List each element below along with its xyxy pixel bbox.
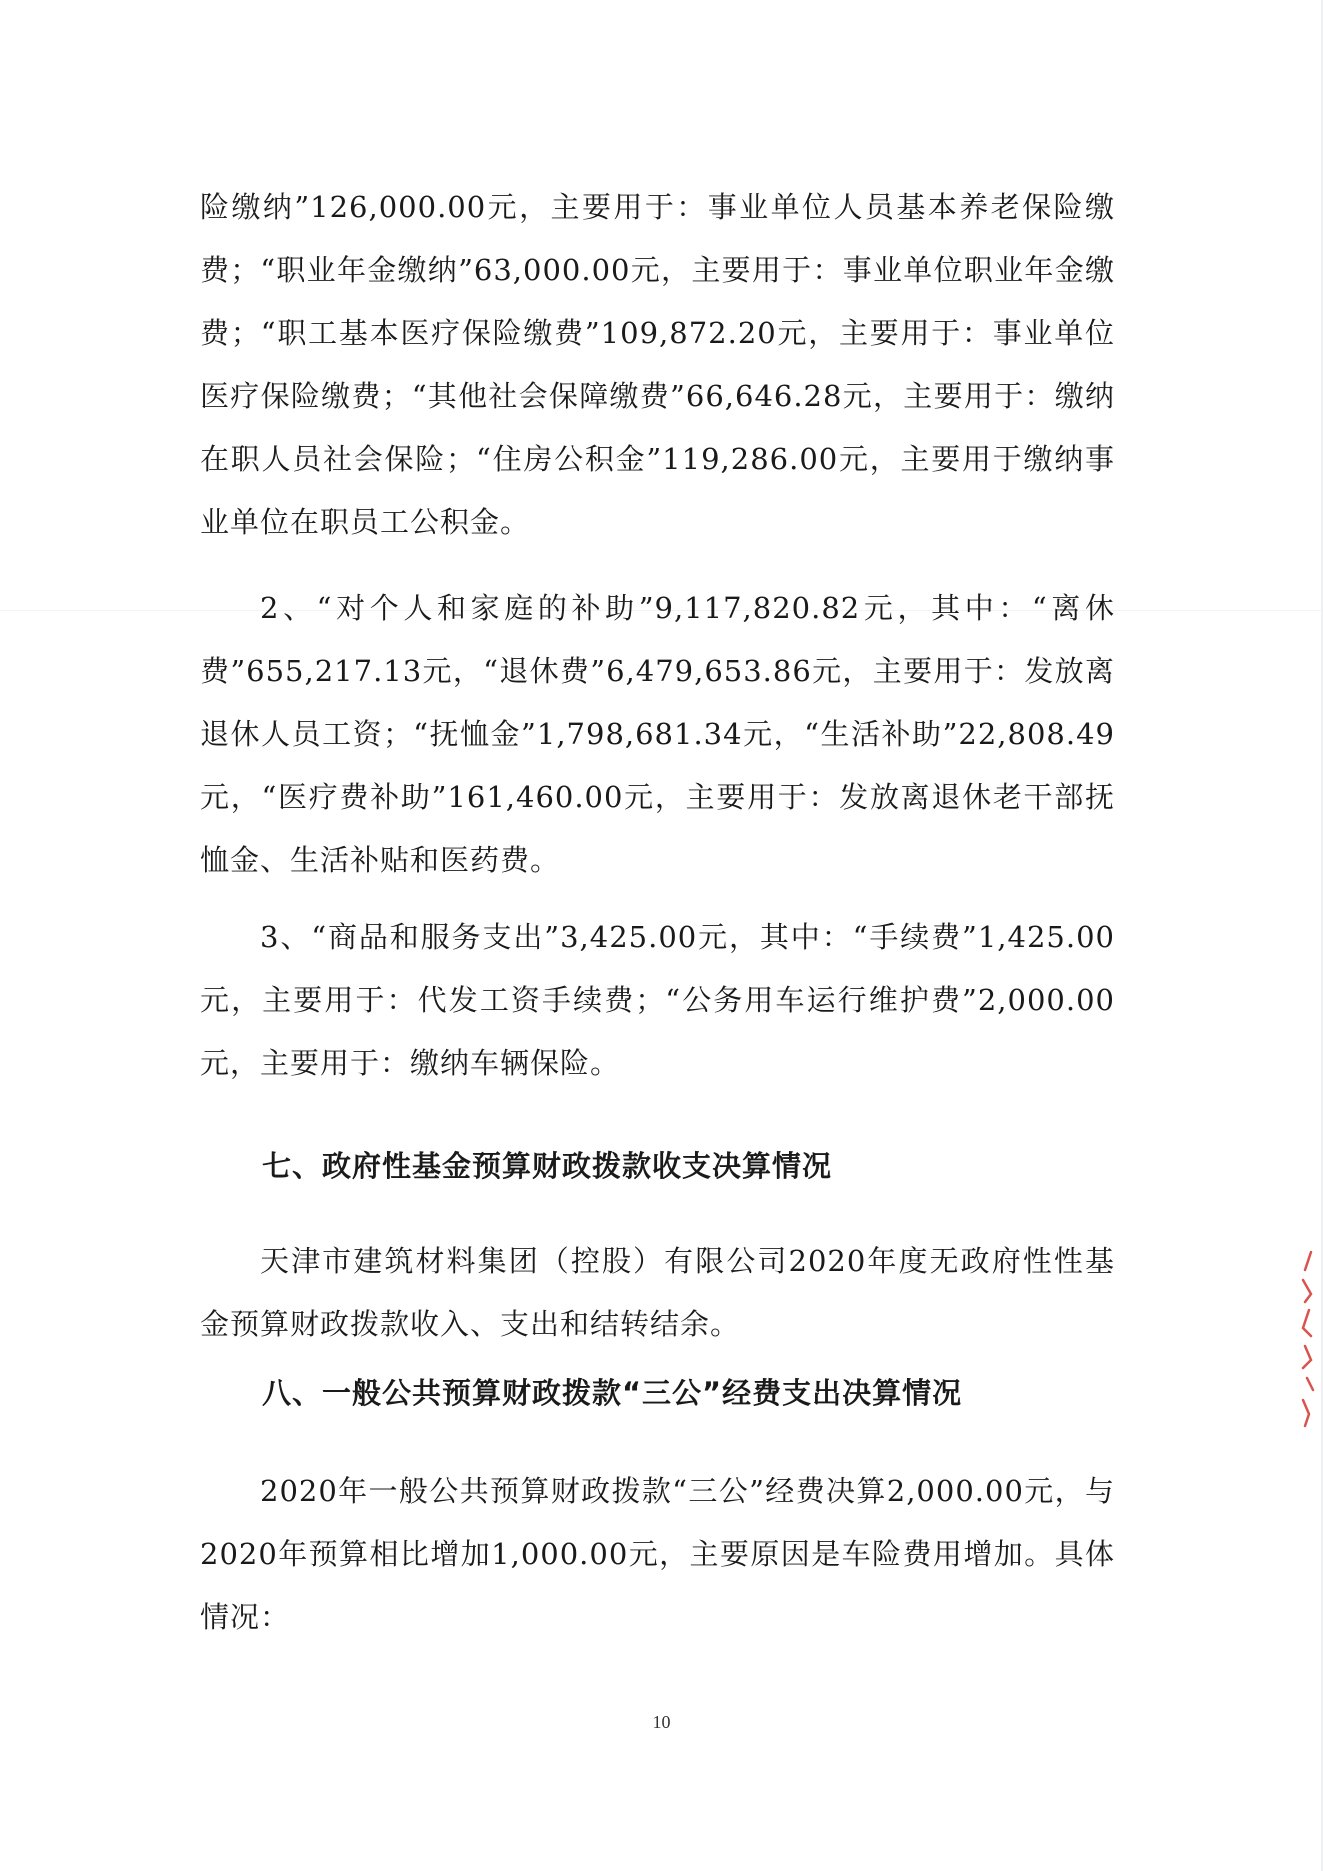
page-number: 10 [652,1712,671,1732]
paragraph-social-security: 险缴纳”126,000.00元，主要用于：事业单位人员基本养老保险缴费；“职业年金缴纳”63,000.00元，主要用于：事业单位职业年金缴费；“职工基本医疗保险缴费”109,872.20元，主要用于：事业单位医疗保险缴费；“其他社会保障缴费”66,646.28元，主要用于：缴纳在职人员社会保险；“住房公积金”119,286.00元，主要用于缴纳事业单位在职员工公积金。 [200,190,1115,539]
paragraph-family-subsidy: 2、“对个人和家庭的补助”9,117,820.82元，其中：“离休费”655,217.13元，“退休费”6,479,653.86元，主要用于：发放离退休人员工资；“抚恤金”1,798,681.34元，“生活补助”22,808.49元，“医疗费补助”161,460.00元，主要用于：发放离退休老干部抚恤金、生活补贴和医药费。 [200,591,1115,877]
section-heading-government-fund: 七、政府性基金预算财政拨款收支决算情况 [262,1149,833,1183]
seal-stamp-fragment [1297,1250,1317,1430]
paragraph-no-government-fund: 天津市建筑材料集团（控股）有限公司2020年度无政府性性基金预算财政拨款收入、支出和结转结余。 [200,1244,1115,1341]
paragraph-goods-services: 3、“商品和服务支出”3,425.00元，其中：“手续费”1,425.00元，主要用于：代发工资手续费；“公务用车运行维护费”2,000.00元，主要用于：缴纳车辆保险。 [200,920,1115,1080]
paragraph-three-public-summary: 2020年一般公共预算财政拨款“三公”经费决算2,000.00元，与2020年预算相比增加1,000.00元，主要原因是车险费用增加。具体情况： [200,1474,1115,1634]
section-heading-three-public: 八、一般公共预算财政拨款“三公”经费支出决算情况 [262,1376,963,1410]
